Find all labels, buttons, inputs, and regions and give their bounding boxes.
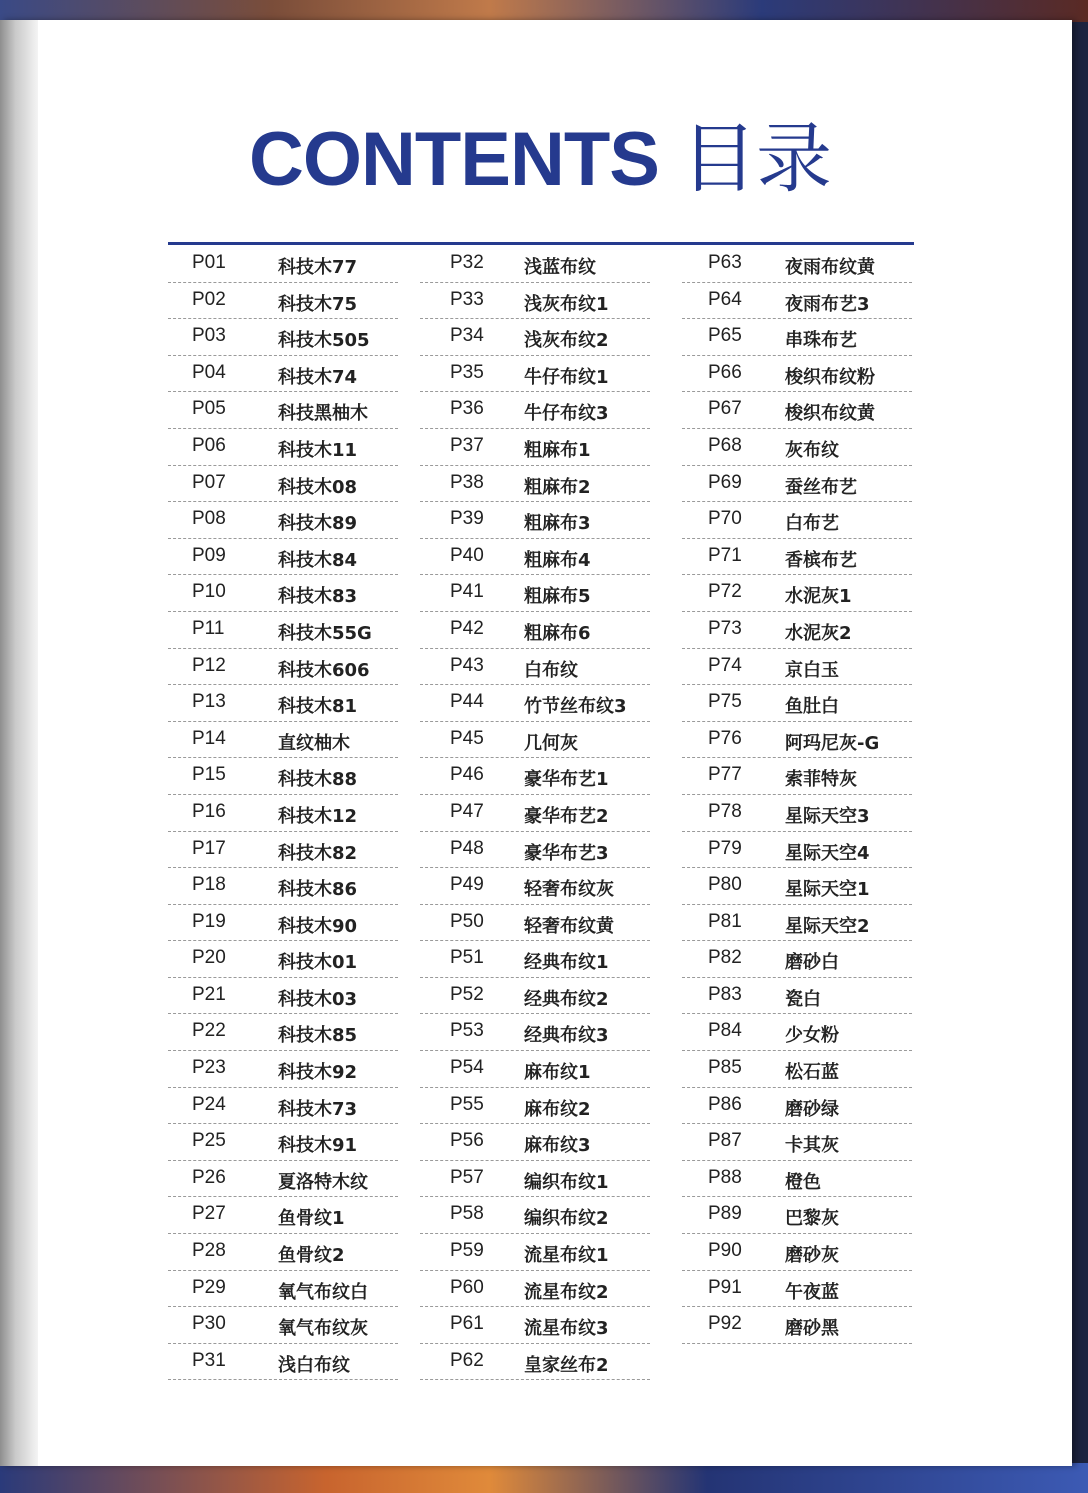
entry-page-number: P04 xyxy=(192,361,226,383)
entry-page-number: P78 xyxy=(708,800,742,822)
contents-entry xyxy=(168,649,398,686)
entry-page-number: P36 xyxy=(450,398,484,420)
entry-page-number: P15 xyxy=(192,764,226,786)
contents-entry xyxy=(682,722,912,759)
contents-entry xyxy=(682,1088,912,1125)
entry-product-name: 星际天空1 xyxy=(785,879,870,901)
entry-product-name: 几何灰 xyxy=(524,732,578,754)
contents-entry xyxy=(682,685,912,722)
contents-entry xyxy=(420,283,650,320)
entry-page-number: P26 xyxy=(192,1166,226,1188)
title-english: CONTENTS xyxy=(249,117,659,202)
entry-product-name: 香槟布艺 xyxy=(785,549,857,571)
entry-page-number: P16 xyxy=(192,800,226,822)
entry-product-name: 麻布纹1 xyxy=(524,1062,591,1084)
entry-product-name: 科技木90 xyxy=(278,915,358,937)
entry-product-name: 麻布纹3 xyxy=(524,1135,591,1157)
entry-product-name: 轻奢布纹黄 xyxy=(524,915,614,937)
entry-product-name: 浅白布纹 xyxy=(278,1354,350,1376)
contents-entry xyxy=(682,941,912,978)
entry-page-number: P80 xyxy=(708,874,742,896)
entry-product-name: 轻奢布纹灰 xyxy=(524,879,614,901)
entry-product-name: 少女粉 xyxy=(785,1025,839,1047)
contents-entry xyxy=(168,466,398,503)
contents-entry xyxy=(682,246,912,283)
entry-product-name: 科技木84 xyxy=(278,549,358,571)
contents-entry xyxy=(168,1124,398,1161)
contents-entry xyxy=(682,1161,912,1198)
entry-page-number: P65 xyxy=(708,325,742,347)
contents-entry xyxy=(168,758,398,795)
entry-page-number: P71 xyxy=(708,544,742,566)
entry-product-name: 磨砂黑 xyxy=(785,1318,839,1340)
contents-entry xyxy=(420,575,650,612)
entry-product-name: 夜雨布艺3 xyxy=(785,293,870,315)
entry-product-name: 橙色 xyxy=(785,1171,821,1193)
entry-product-name: 灰布纹 xyxy=(785,439,839,461)
entry-product-name: 水泥灰1 xyxy=(785,586,852,608)
contents-entry xyxy=(420,1014,650,1051)
entry-page-number: P14 xyxy=(192,727,226,749)
contents-entry xyxy=(420,502,650,539)
contents-column-1 xyxy=(168,246,398,1380)
entry-product-name: 科技木75 xyxy=(278,293,358,315)
contents-entry xyxy=(682,1014,912,1051)
entry-page-number: P66 xyxy=(708,361,742,383)
contents-entry xyxy=(682,283,912,320)
entry-page-number: P91 xyxy=(708,1276,742,1298)
contents-entry xyxy=(682,466,912,503)
entry-page-number: P42 xyxy=(450,617,484,639)
entry-product-name: 白布艺 xyxy=(785,513,839,535)
entry-page-number: P43 xyxy=(450,654,484,676)
entry-product-name: 鱼肚白 xyxy=(785,696,839,718)
contents-entry xyxy=(420,941,650,978)
entry-product-name: 经典布纹1 xyxy=(524,952,609,974)
entry-product-name: 巴黎灰 xyxy=(785,1208,839,1230)
entry-product-name: 科技木81 xyxy=(278,696,358,718)
entry-product-name: 梭织布纹黄 xyxy=(785,403,875,425)
entry-product-name: 星际天空4 xyxy=(785,842,870,864)
contents-entry xyxy=(168,795,398,832)
entry-page-number: P73 xyxy=(708,617,742,639)
contents-entry xyxy=(420,1234,650,1271)
entry-page-number: P38 xyxy=(450,471,484,493)
entry-page-number: P34 xyxy=(450,325,484,347)
entry-product-name: 鱼骨纹2 xyxy=(278,1245,345,1267)
entry-page-number: P18 xyxy=(192,874,226,896)
entry-page-number: P58 xyxy=(450,1203,484,1225)
entry-product-name: 氧气布纹灰 xyxy=(278,1318,368,1340)
contents-entry xyxy=(168,1088,398,1125)
contents-entry xyxy=(420,356,650,393)
contents-entry xyxy=(420,1088,650,1125)
contents-entry xyxy=(168,319,398,356)
contents-entry xyxy=(420,832,650,869)
contents-entry xyxy=(168,246,398,283)
entry-page-number: P69 xyxy=(708,471,742,493)
entry-page-number: P20 xyxy=(192,947,226,969)
contents-entry xyxy=(168,978,398,1015)
entry-product-name: 科技木11 xyxy=(278,439,358,461)
contents-page xyxy=(0,20,1072,1466)
entry-product-name: 粗麻布1 xyxy=(524,439,591,461)
contents-entry xyxy=(168,941,398,978)
contents-entry xyxy=(168,832,398,869)
contents-entry xyxy=(420,978,650,1015)
contents-entry xyxy=(682,319,912,356)
contents-entry xyxy=(682,502,912,539)
contents-entry xyxy=(168,868,398,905)
contents-entry xyxy=(168,1197,398,1234)
entry-page-number: P54 xyxy=(450,1057,484,1079)
entry-page-number: P09 xyxy=(192,544,226,566)
entry-page-number: P53 xyxy=(450,1020,484,1042)
entry-product-name: 科技木85 xyxy=(278,1025,358,1047)
bottom-banner-strip xyxy=(0,1463,1088,1493)
entry-page-number: P45 xyxy=(450,727,484,749)
contents-entry xyxy=(682,612,912,649)
entry-page-number: P12 xyxy=(192,654,226,676)
contents-entry xyxy=(420,649,650,686)
entry-product-name: 白布纹 xyxy=(524,659,578,681)
contents-entry xyxy=(420,319,650,356)
entry-product-name: 科技木92 xyxy=(278,1062,358,1084)
entry-page-number: P88 xyxy=(708,1166,742,1188)
contents-entry xyxy=(168,283,398,320)
contents-entry xyxy=(168,429,398,466)
contents-entry xyxy=(682,1051,912,1088)
entry-page-number: P89 xyxy=(708,1203,742,1225)
entry-product-name: 豪华布艺2 xyxy=(524,805,609,827)
entry-product-name: 氧气布纹白 xyxy=(278,1281,368,1303)
entry-page-number: P46 xyxy=(450,764,484,786)
entry-product-name: 浅灰布纹1 xyxy=(524,293,609,315)
contents-entry xyxy=(420,1124,650,1161)
entry-page-number: P86 xyxy=(708,1093,742,1115)
entry-page-number: P25 xyxy=(192,1130,226,1152)
entry-page-number: P72 xyxy=(708,581,742,603)
entry-product-name: 星际天空2 xyxy=(785,915,870,937)
contents-entry xyxy=(168,1344,398,1381)
entry-page-number: P49 xyxy=(450,874,484,896)
entry-page-number: P37 xyxy=(450,434,484,456)
contents-entry xyxy=(420,1161,650,1198)
page-title xyxy=(0,114,1080,205)
contents-entry xyxy=(420,1271,650,1308)
entry-page-number: P03 xyxy=(192,325,226,347)
contents-entry xyxy=(682,832,912,869)
entry-product-name: 浅蓝布纹 xyxy=(524,257,596,278)
top-banner-strip xyxy=(0,0,1088,22)
entry-product-name: 豪华布艺3 xyxy=(524,842,609,864)
contents-entry xyxy=(420,868,650,905)
contents-entry xyxy=(168,1307,398,1344)
entry-product-name: 京白玉 xyxy=(785,659,839,681)
entry-product-name: 豪华布艺1 xyxy=(524,769,609,791)
contents-entry xyxy=(682,1307,912,1344)
entry-product-name: 科技木505 xyxy=(278,330,370,352)
entry-product-name: 流星布纹1 xyxy=(524,1245,609,1267)
entry-product-name: 索菲特灰 xyxy=(785,769,857,791)
entry-product-name: 科技木08 xyxy=(278,476,358,498)
contents-entry xyxy=(682,905,912,942)
entry-page-number: P63 xyxy=(708,252,742,273)
entry-product-name: 科技木74 xyxy=(278,366,358,388)
entry-product-name: 科技木77 xyxy=(278,257,358,278)
entry-page-number: P76 xyxy=(708,727,742,749)
entry-page-number: P92 xyxy=(708,1313,742,1335)
entry-page-number: P21 xyxy=(192,983,226,1005)
entry-page-number: P61 xyxy=(450,1313,484,1335)
contents-entry xyxy=(168,392,398,429)
contents-entry xyxy=(420,246,650,283)
entry-product-name: 科技木12 xyxy=(278,805,358,827)
entry-page-number: P47 xyxy=(450,800,484,822)
entry-page-number: P39 xyxy=(450,508,484,530)
contents-entry xyxy=(682,539,912,576)
entry-page-number: P02 xyxy=(192,288,226,310)
contents-entry xyxy=(682,575,912,612)
entry-page-number: P75 xyxy=(708,691,742,713)
entry-page-number: P07 xyxy=(192,471,226,493)
entry-product-name: 科技木01 xyxy=(278,952,358,974)
entry-product-name: 直纹柚木 xyxy=(278,732,350,754)
contents-entry xyxy=(420,1051,650,1088)
title-rule xyxy=(168,242,914,245)
entry-page-number: P33 xyxy=(450,288,484,310)
entry-page-number: P74 xyxy=(708,654,742,676)
contents-entry xyxy=(682,758,912,795)
entry-page-number: P85 xyxy=(708,1057,742,1079)
contents-entry xyxy=(682,649,912,686)
entry-product-name: 浅灰布纹2 xyxy=(524,330,609,352)
entry-product-name: 阿玛尼灰-G xyxy=(785,732,880,754)
entry-product-name: 瓷白 xyxy=(785,988,821,1010)
entry-product-name: 梭织布纹粉 xyxy=(785,366,875,388)
entry-page-number: P32 xyxy=(450,252,484,273)
entry-product-name: 科技木73 xyxy=(278,1098,358,1120)
contents-entry xyxy=(168,685,398,722)
title-chinese: 目录 xyxy=(681,114,831,203)
entry-product-name: 科技木03 xyxy=(278,988,358,1010)
contents-entry xyxy=(168,905,398,942)
entry-product-name: 粗麻布6 xyxy=(524,622,591,644)
contents-entry xyxy=(682,795,912,832)
entry-page-number: P55 xyxy=(450,1093,484,1115)
entry-product-name: 粗麻布4 xyxy=(524,549,591,571)
entry-page-number: P64 xyxy=(708,288,742,310)
entry-product-name: 粗麻布3 xyxy=(524,513,591,535)
entry-page-number: P90 xyxy=(708,1240,742,1262)
entry-product-name: 牛仔布纹1 xyxy=(524,366,609,388)
entry-page-number: P50 xyxy=(450,910,484,932)
contents-entry xyxy=(420,612,650,649)
entry-product-name: 磨砂绿 xyxy=(785,1098,839,1120)
entry-product-name: 科技木606 xyxy=(278,659,370,681)
entry-product-name: 磨砂白 xyxy=(785,952,839,974)
contents-entry xyxy=(682,429,912,466)
contents-entry xyxy=(682,1234,912,1271)
contents-entry xyxy=(420,1307,650,1344)
contents-entry xyxy=(168,722,398,759)
contents-entry xyxy=(420,722,650,759)
entry-page-number: P83 xyxy=(708,983,742,1005)
entry-page-number: P28 xyxy=(192,1240,226,1262)
entry-page-number: P48 xyxy=(450,837,484,859)
entry-page-number: P31 xyxy=(192,1349,226,1371)
contents-entry xyxy=(168,1161,398,1198)
entry-page-number: P44 xyxy=(450,691,484,713)
entry-page-number: P06 xyxy=(192,434,226,456)
entry-page-number: P19 xyxy=(192,910,226,932)
entry-product-name: 皇家丝布2 xyxy=(524,1354,609,1376)
entry-page-number: P24 xyxy=(192,1093,226,1115)
entry-product-name: 牛仔布纹3 xyxy=(524,403,609,425)
entry-product-name: 松石蓝 xyxy=(785,1062,839,1084)
entry-page-number: P01 xyxy=(192,252,226,273)
entry-product-name: 科技木91 xyxy=(278,1135,358,1157)
contents-entry xyxy=(682,868,912,905)
entry-product-name: 磨砂灰 xyxy=(785,1245,839,1267)
entry-page-number: P81 xyxy=(708,910,742,932)
contents-entry xyxy=(168,502,398,539)
entry-product-name: 科技木55G xyxy=(278,622,372,644)
entry-product-name: 科技木83 xyxy=(278,586,358,608)
entry-product-name: 科技黑柚木 xyxy=(278,403,368,425)
contents-entry xyxy=(420,1344,650,1381)
entry-product-name: 麻布纹2 xyxy=(524,1098,591,1120)
entry-page-number: P77 xyxy=(708,764,742,786)
entry-page-number: P17 xyxy=(192,837,226,859)
entry-page-number: P11 xyxy=(192,617,225,639)
entry-product-name: 夜雨布纹黄 xyxy=(785,257,875,278)
contents-entry xyxy=(168,575,398,612)
entry-product-name: 串珠布艺 xyxy=(785,330,857,352)
contents-entry xyxy=(420,685,650,722)
contents-entry xyxy=(420,392,650,429)
entry-page-number: P70 xyxy=(708,508,742,530)
entry-page-number: P87 xyxy=(708,1130,742,1152)
entry-product-name: 星际天空3 xyxy=(785,805,870,827)
entry-product-name: 经典布纹3 xyxy=(524,1025,609,1047)
contents-entry xyxy=(420,466,650,503)
contents-entry xyxy=(420,795,650,832)
entry-product-name: 竹节丝布纹3 xyxy=(524,696,627,718)
contents-entry xyxy=(420,905,650,942)
contents-entry xyxy=(420,758,650,795)
entry-page-number: P60 xyxy=(450,1276,484,1298)
entry-page-number: P35 xyxy=(450,361,484,383)
entry-page-number: P79 xyxy=(708,837,742,859)
entry-product-name: 夏洛特木纹 xyxy=(278,1171,368,1193)
contents-entry xyxy=(682,1271,912,1308)
contents-entry xyxy=(168,356,398,393)
entry-page-number: P05 xyxy=(192,398,226,420)
entry-page-number: P08 xyxy=(192,508,226,530)
entry-product-name: 科技木89 xyxy=(278,513,358,535)
entry-product-name: 鱼骨纹1 xyxy=(278,1208,345,1230)
contents-entry xyxy=(682,978,912,1015)
entry-page-number: P40 xyxy=(450,544,484,566)
entry-page-number: P29 xyxy=(192,1276,226,1298)
contents-entry xyxy=(168,1271,398,1308)
entry-page-number: P84 xyxy=(708,1020,742,1042)
entry-product-name: 水泥灰2 xyxy=(785,622,852,644)
contents-entry xyxy=(168,1051,398,1088)
contents-entry xyxy=(420,1197,650,1234)
entry-page-number: P82 xyxy=(708,947,742,969)
entry-page-number: P13 xyxy=(192,691,226,713)
contents-entry xyxy=(420,539,650,576)
entry-page-number: P30 xyxy=(192,1313,226,1335)
entry-page-number: P10 xyxy=(192,581,226,603)
contents-entry xyxy=(682,1197,912,1234)
entry-product-name: 编织布纹2 xyxy=(524,1208,609,1230)
contents-entry xyxy=(682,1124,912,1161)
entry-product-name: 科技木86 xyxy=(278,879,358,901)
entry-page-number: P23 xyxy=(192,1057,226,1079)
entry-product-name: 粗麻布5 xyxy=(524,586,591,608)
contents-entry xyxy=(168,1014,398,1051)
entry-page-number: P27 xyxy=(192,1203,226,1225)
entry-page-number: P62 xyxy=(450,1349,484,1371)
entry-page-number: P56 xyxy=(450,1130,484,1152)
entry-product-name: 经典布纹2 xyxy=(524,988,609,1010)
contents-entry xyxy=(168,612,398,649)
entry-page-number: P51 xyxy=(450,947,484,969)
entry-product-name: 编织布纹1 xyxy=(524,1171,609,1193)
entry-product-name: 卡其灰 xyxy=(785,1135,839,1157)
entry-page-number: P59 xyxy=(450,1240,484,1262)
entry-page-number: P41 xyxy=(450,581,484,603)
contents-entry xyxy=(682,392,912,429)
entry-product-name: 流星布纹3 xyxy=(524,1318,609,1340)
entry-product-name: 蚕丝布艺 xyxy=(785,476,857,498)
entry-page-number: P57 xyxy=(450,1166,484,1188)
entry-product-name: 粗麻布2 xyxy=(524,476,591,498)
entry-page-number: P52 xyxy=(450,983,484,1005)
entry-product-name: 流星布纹2 xyxy=(524,1281,609,1303)
contents-entry xyxy=(420,429,650,466)
contents-column-3 xyxy=(682,246,912,1344)
contents-entry xyxy=(682,356,912,393)
entry-page-number: P68 xyxy=(708,434,742,456)
contents-column-2 xyxy=(420,246,650,1380)
entry-product-name: 午夜蓝 xyxy=(785,1281,839,1303)
entry-product-name: 科技木82 xyxy=(278,842,358,864)
contents-entry xyxy=(168,539,398,576)
entry-page-number: P67 xyxy=(708,398,742,420)
entry-page-number: P22 xyxy=(192,1020,226,1042)
entry-product-name: 科技木88 xyxy=(278,769,358,791)
contents-entry xyxy=(168,1234,398,1271)
page-spine-shadow xyxy=(0,20,38,1466)
